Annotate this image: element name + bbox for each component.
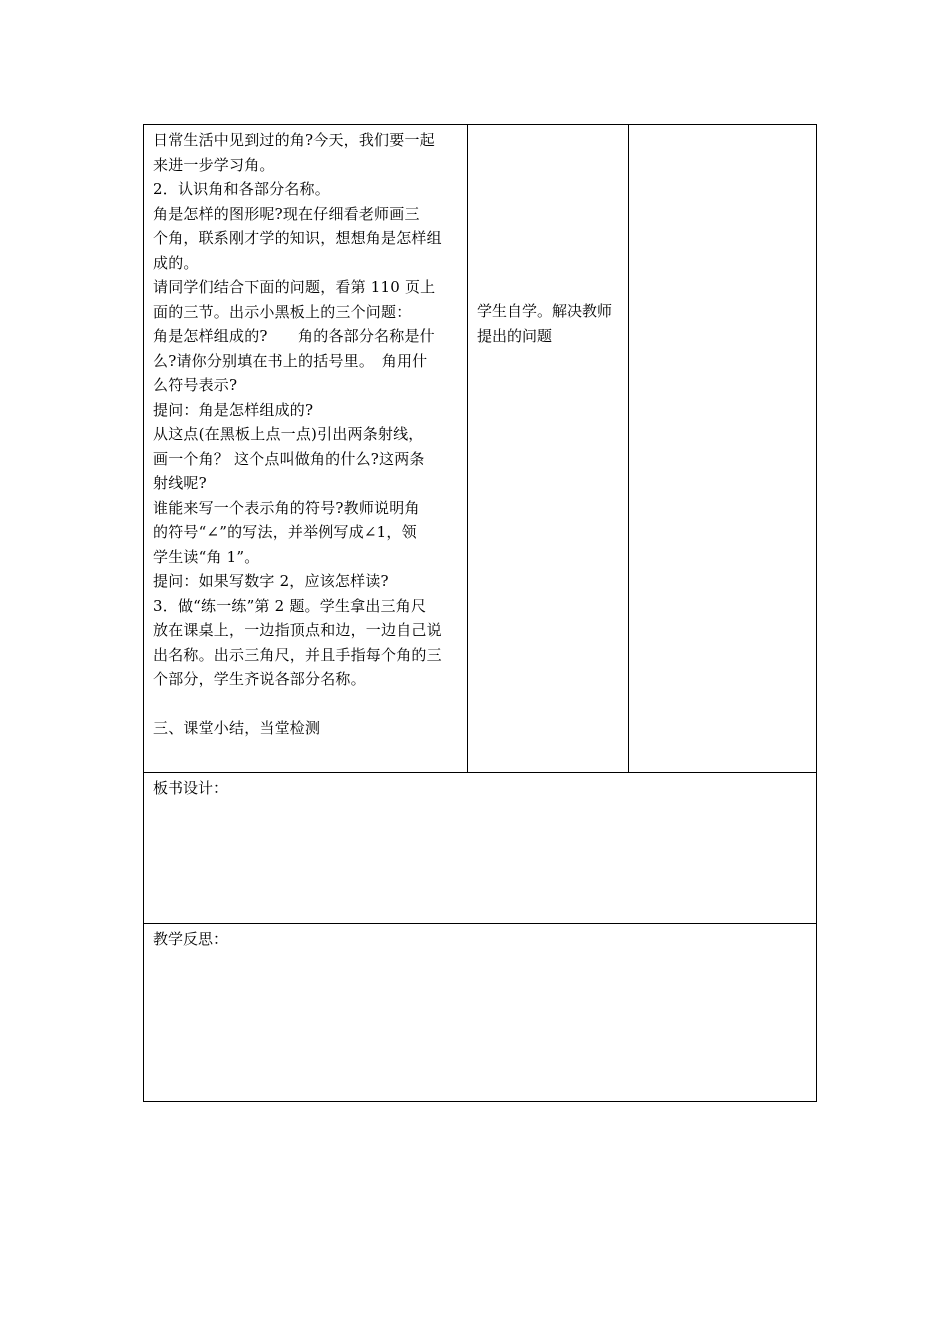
process-line: 提问：如果写数字 2，应该怎样读? bbox=[153, 572, 389, 590]
process-line: 么符号表示? bbox=[153, 376, 238, 394]
process-line: 个角，联系刚才学的知识，想想角是怎样组 bbox=[153, 229, 442, 247]
board-design-label: 板书设计： bbox=[153, 779, 229, 797]
board-design-cell bbox=[144, 773, 817, 924]
student-activity-cell bbox=[468, 125, 629, 773]
process-line: 画一个角？ 这个点叫做角的什么?这两条 bbox=[153, 449, 425, 468]
summary-heading: 三、课堂小结，当堂检测 bbox=[153, 719, 321, 737]
process-line: 日常生活中见到过的角?今天，我们要一起 bbox=[153, 131, 435, 149]
process-line: 出名称。出示三角尺，并且手指每个角的三 bbox=[153, 645, 442, 664]
process-line: 谁能来写一个表示角的符号?教师说明角 bbox=[153, 498, 420, 517]
teaching-reflection-row bbox=[144, 924, 817, 1102]
teaching-process-row bbox=[144, 125, 817, 773]
board-design-row bbox=[144, 773, 817, 924]
process-line: 面的三节。出示小黑板上的三个问题： bbox=[153, 302, 412, 321]
process-line: 请同学们结合下面的问题，看第 110 页上 bbox=[153, 278, 436, 296]
process-line: 提问：角是怎样组成的? bbox=[153, 400, 314, 419]
process-line: 放在课桌上，一边指顶点和边，一边自己说 bbox=[153, 621, 442, 639]
process-line: 角是怎样组成的? 角的各部分名称是什 bbox=[153, 327, 435, 345]
process-line: 成的。 bbox=[153, 253, 199, 272]
teaching-process-cell bbox=[144, 125, 468, 773]
teaching-process-text bbox=[144, 125, 467, 741]
student-activity-text bbox=[468, 125, 628, 348]
process-line: 从这点(在黑板上点一点)引出两条射线， bbox=[153, 425, 424, 443]
student-line: 提出的问题 bbox=[477, 326, 553, 345]
lesson-plan-table bbox=[143, 124, 817, 1102]
process-line: 的符号“∠”的写法，并举例写成∠1，领 bbox=[153, 523, 417, 541]
process-line: 射线呢? bbox=[153, 474, 207, 492]
notes-cell bbox=[629, 125, 817, 773]
process-line: 2．认识角和各部分名称。 bbox=[153, 180, 330, 198]
process-line: 角是怎样的图形呢?现在仔细看老师画三 bbox=[153, 204, 420, 223]
student-line: 学生自学。解决教师 bbox=[477, 302, 613, 320]
teaching-reflection-label: 教学反思： bbox=[153, 930, 229, 948]
process-line: 个部分，学生齐说各部分名称。 bbox=[153, 670, 366, 688]
process-line: 来进一步学习角。 bbox=[153, 155, 275, 174]
teaching-reflection-cell bbox=[144, 924, 817, 1102]
process-line: 么?请你分别填在书上的括号里。 角用什 bbox=[153, 351, 428, 370]
process-line: 学生读“角 1”。 bbox=[153, 547, 260, 566]
process-line: 3．做“练一练”第 2 题。学生拿出三角尺 bbox=[153, 596, 427, 615]
